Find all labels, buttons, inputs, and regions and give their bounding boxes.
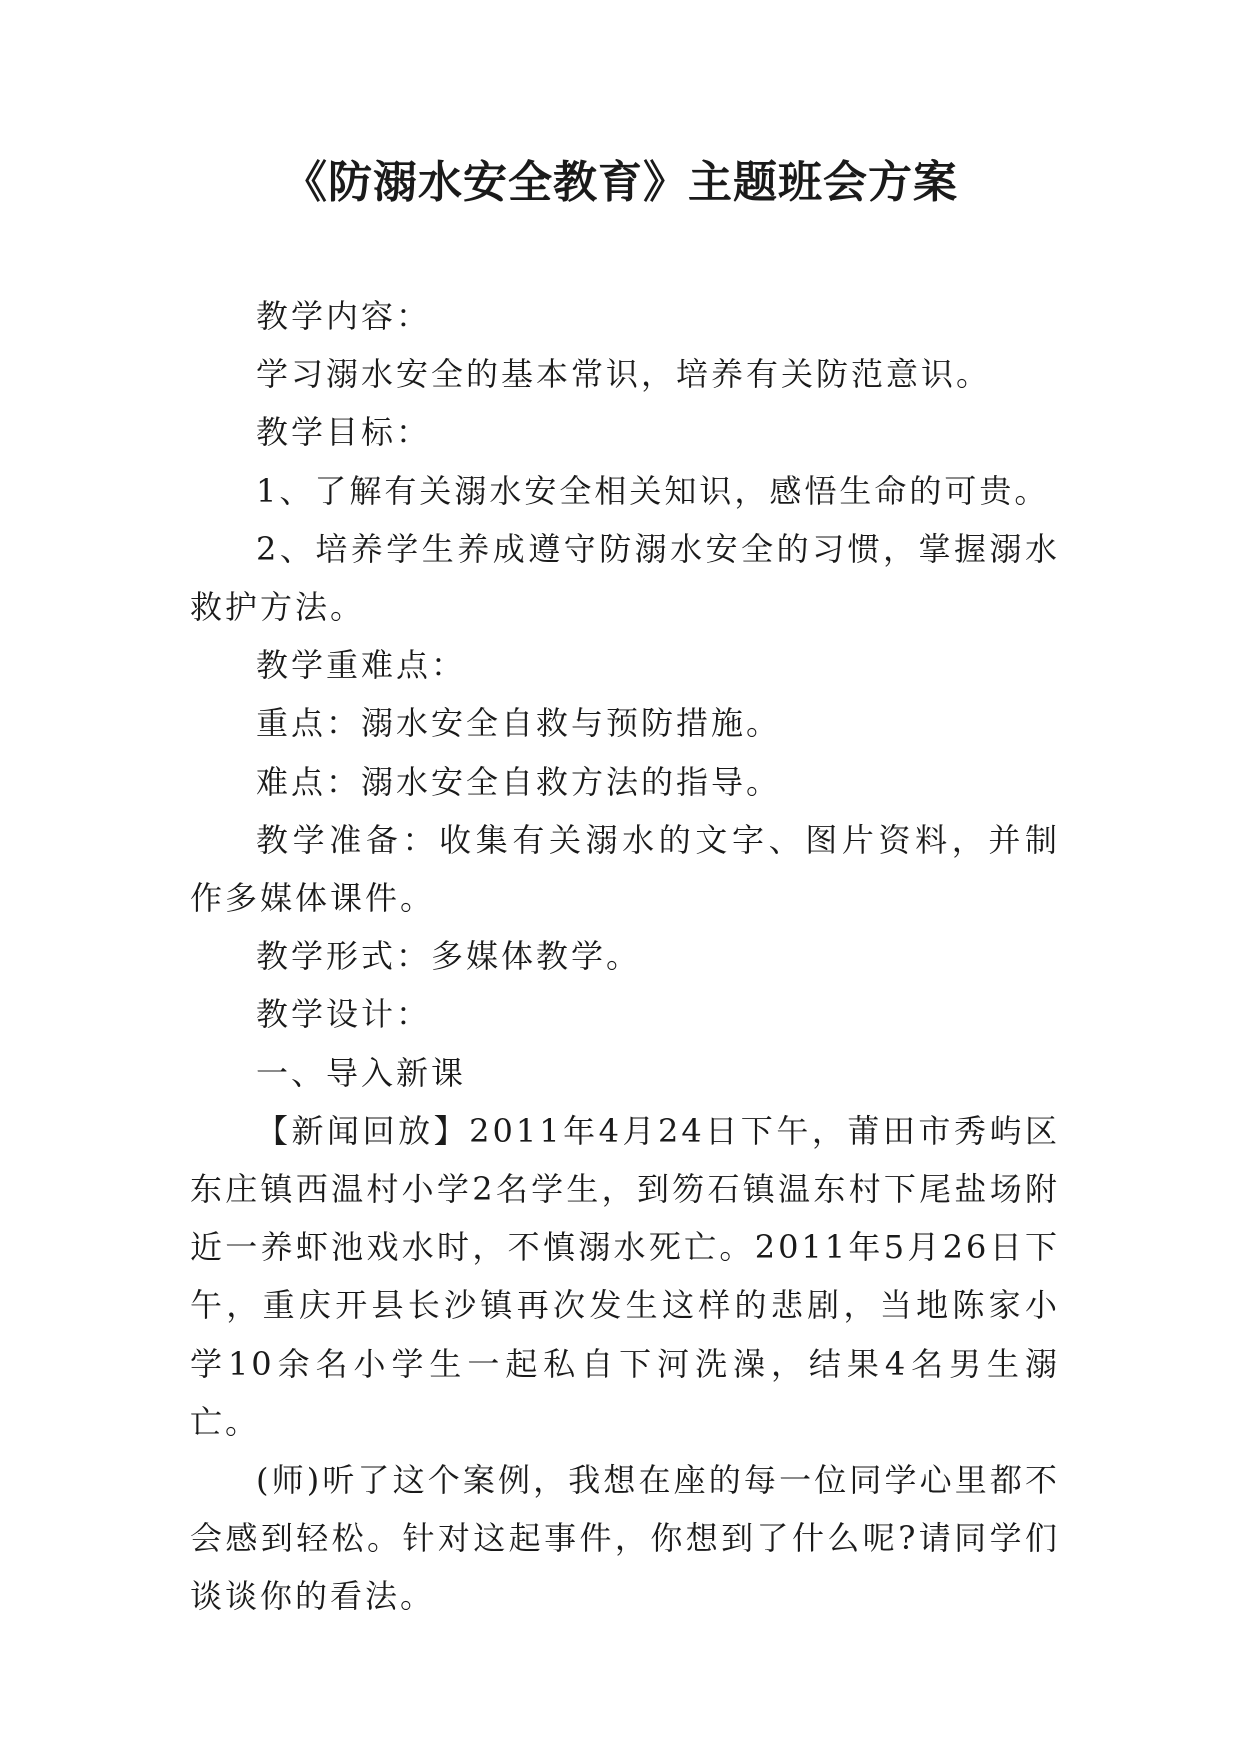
document-title: 《防溺水安全教育》主题班会方案 (283, 157, 958, 208)
paragraph-preparation: 教学准备：收集有关溺水的文字、图片资料，并制作多媒体课件。 (190, 820, 1060, 918)
document-body (190, 287, 1060, 1626)
paragraph-key-point: 重点：溺水安全自救与预防措施。 (256, 704, 782, 743)
paragraph-teaching-design-heading: 教学设计： (256, 995, 432, 1034)
paragraph-teaching-goals-heading: 教学目标： (256, 413, 432, 452)
paragraph-section-1-heading: 一、导入新课 (256, 1053, 467, 1092)
paragraph-goal-2: 2、培养学生养成遵守防溺水安全的习惯，掌握溺水救护方法。 (190, 529, 1060, 627)
paragraph-key-points-heading: 教学重难点： (256, 646, 467, 685)
paragraph-teaching-content-heading: 教学内容： (256, 297, 432, 335)
paragraph-teacher-remark: (师)听了这个案例，我想在座的每一位同学心里都不会感到轻松。针对这起事件，你想到了什么呢?请同学们谈谈你的看法。 (190, 1461, 1060, 1616)
paragraph-teaching-content: 学习溺水安全的基本常识，培养有关防范意识。 (256, 355, 992, 394)
paragraph-teaching-form: 教学形式：多媒体教学。 (256, 937, 642, 976)
paragraph-difficult-point: 难点：溺水安全自救方法的指导。 (256, 762, 782, 801)
paragraph-news-replay: 【新闻回放】2011年4月24日下午，莆田市秀屿区东庄镇西温村小学2名学生，到笏石镇温东村下尾盐场附近一养虾池戏水时，不慎溺水死亡。2011年5月26日下午，重庆开县长沙镇再次发生这样的悲剧，当地陈家小学10余名小学生一起私自下河洗澡，结果4名男生溺亡。 (190, 1111, 1060, 1441)
paragraph-goal-1: 1、了解有关溺水安全相关知识，感悟生命的可贵。 (256, 471, 1050, 510)
